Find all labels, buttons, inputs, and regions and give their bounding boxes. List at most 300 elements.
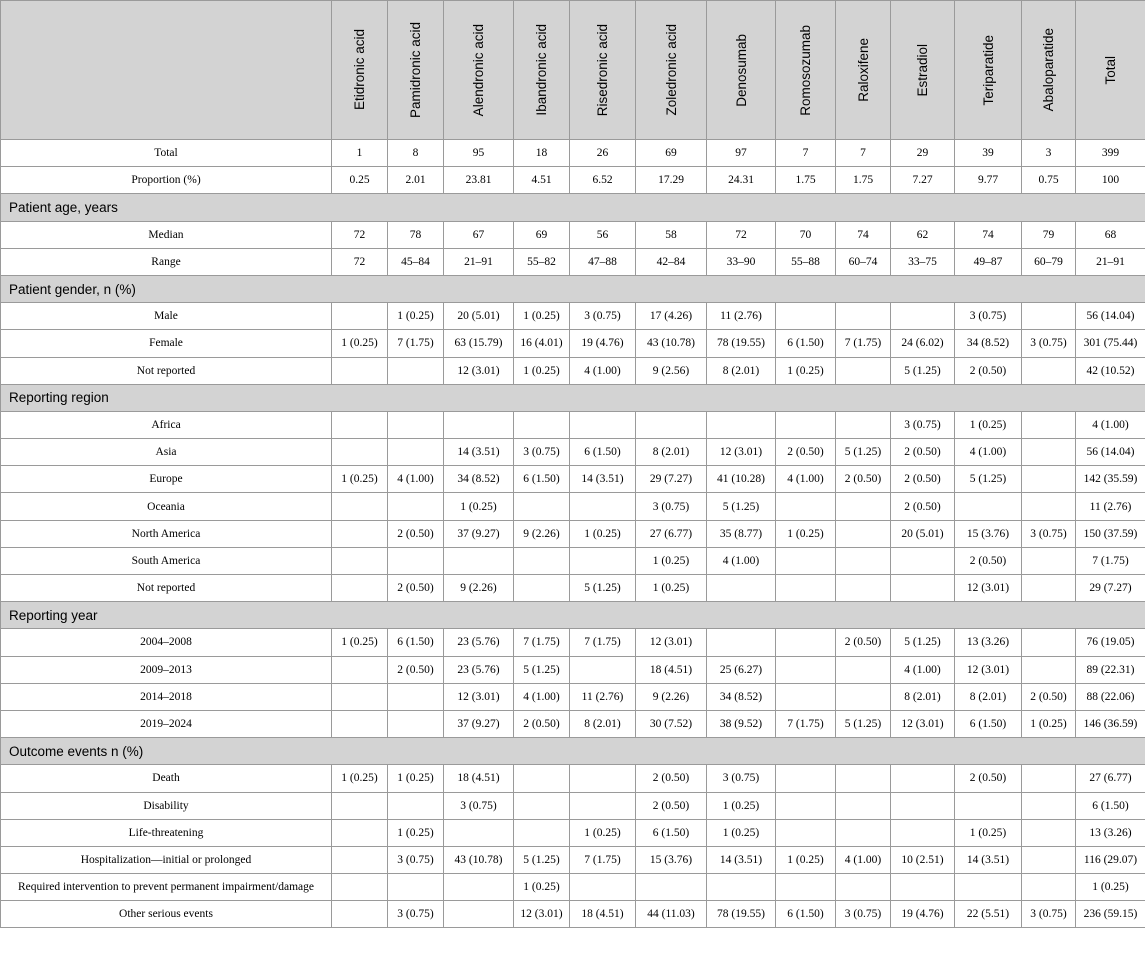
table-cell: 14 (3.51) [444,439,514,466]
table-cell [891,792,955,819]
row-label: Hospitalization—initial or prolonged [1,846,332,873]
table-cell: 5 (1.25) [707,493,776,520]
table-cell: 1 (0.25) [1022,710,1076,737]
table-cell: 26 [570,140,636,167]
table-cell [776,683,836,710]
row-label: Oceania [1,493,332,520]
table-cell: 100 [1076,167,1145,194]
table-cell [388,792,444,819]
table-cell [707,629,776,656]
table-cell: 301 (75.44) [1076,330,1145,357]
table-cell: 20 (5.01) [891,520,955,547]
table-cell [891,547,955,574]
table-cell: 1 (0.25) [388,819,444,846]
table-cell [332,493,388,520]
table-cell [776,493,836,520]
table-cell: 150 (37.59) [1076,520,1145,547]
table-cell: 4 (1.00) [891,656,955,683]
table-cell: 34 (8.52) [444,466,514,493]
table-cell [514,547,570,574]
table-row [1,656,1145,683]
table-cell: 1 (0.25) [636,547,707,574]
table-row [1,167,1145,194]
row-label: Not reported [1,575,332,602]
table-cell [1022,846,1076,873]
table-cell: 399 [1076,140,1145,167]
table-cell [636,411,707,438]
row-label: Death [1,765,332,792]
table-cell [836,303,891,330]
table-cell: 55–88 [776,248,836,275]
table-cell: 27 (6.77) [636,520,707,547]
table-cell [1022,547,1076,574]
table-cell [332,411,388,438]
header-row [1,1,1145,140]
table-cell [388,411,444,438]
table-cell: 0.75 [1022,167,1076,194]
row-label: 2009–2013 [1,656,332,683]
table-cell: 17 (4.26) [636,303,707,330]
table-cell [514,792,570,819]
row-label: Median [1,221,332,248]
table-cell [388,874,444,901]
table-cell [836,819,891,846]
table-cell: 116 (29.07) [1076,846,1145,873]
table-cell: 2 (0.50) [955,765,1022,792]
table-cell: 1 (0.25) [514,874,570,901]
table-cell: 2 (0.50) [776,439,836,466]
table-cell: 24.31 [707,167,776,194]
table-cell: 4 (1.00) [514,683,570,710]
table-cell: 236 (59.15) [1076,901,1145,928]
column-header-label: Alendronic acid [471,23,486,117]
table-row [1,493,1145,520]
table-cell: 1 (0.25) [332,330,388,357]
row-label: Asia [1,439,332,466]
table-cell: 6 (1.50) [388,629,444,656]
table-cell: 2 (0.50) [636,792,707,819]
table-cell: 20 (5.01) [444,303,514,330]
table-cell [444,819,514,846]
table-cell [891,765,955,792]
row-label: Female [1,330,332,357]
table-cell: 95 [444,140,514,167]
table-cell: 10 (2.51) [891,846,955,873]
row-label: Range [1,248,332,275]
table-row [1,683,1145,710]
table-cell: 7 (1.75) [570,629,636,656]
table-cell [332,819,388,846]
table-cell [444,901,514,928]
table-cell: 1 (0.25) [955,411,1022,438]
table-cell: 11 (2.76) [570,683,636,710]
table-cell: 2 (0.50) [955,547,1022,574]
table-cell [332,901,388,928]
table-cell: 29 [891,140,955,167]
table-cell: 2 (0.50) [388,656,444,683]
row-label: Required intervention to prevent permanent impairment/damage [1,874,332,901]
table-cell [332,575,388,602]
table-cell: 21–91 [1076,248,1145,275]
table-cell: 33–90 [707,248,776,275]
table-cell: 8 (2.01) [955,683,1022,710]
table-cell: 14 (3.51) [570,466,636,493]
table-cell: 3 [1022,140,1076,167]
row-label: Total [1,140,332,167]
table-cell: 35 (8.77) [707,520,776,547]
table-cell [836,520,891,547]
column-header [514,1,570,140]
table-cell [444,547,514,574]
table-cell: 8 (2.01) [707,357,776,384]
row-label: Disability [1,792,332,819]
table-cell: 79 [1022,221,1076,248]
table-cell [514,411,570,438]
table-cell: 0.25 [332,167,388,194]
column-header-label: Etidronic acid [352,29,367,111]
table-cell: 7 [836,140,891,167]
table-cell: 7 (1.75) [570,846,636,873]
table-cell [836,765,891,792]
table-cell [570,547,636,574]
column-header [570,1,636,140]
table-cell: 14 (3.51) [955,846,1022,873]
table-cell [836,792,891,819]
table-cell: 78 (19.55) [707,901,776,928]
table-cell: 2 (0.50) [836,629,891,656]
table-cell [332,656,388,683]
table-row [1,439,1145,466]
table-cell: 1 (0.25) [514,357,570,384]
table-row [1,547,1145,574]
table-cell [891,575,955,602]
table-row [1,846,1145,873]
table-cell: 7 (1.75) [836,330,891,357]
table-cell: 18 [514,140,570,167]
table-cell [570,765,636,792]
table-row [1,575,1145,602]
table-cell [836,683,891,710]
table-cell [776,819,836,846]
table-cell: 2 (0.50) [891,439,955,466]
table-cell: 3 (0.75) [388,846,444,873]
table-cell: 4 (1.00) [707,547,776,574]
row-label: Other serious events [1,901,332,928]
table-cell [955,493,1022,520]
table-cell: 78 [388,221,444,248]
table-cell [332,439,388,466]
table-cell: 5 (1.25) [836,710,891,737]
table-cell [776,411,836,438]
table-cell: 43 (10.78) [636,330,707,357]
table-cell: 3 (0.75) [1022,901,1076,928]
table-cell [776,547,836,574]
table-cell [707,411,776,438]
table-cell: 88 (22.06) [1076,683,1145,710]
section-title: Reporting year [1,602,1145,629]
table-cell: 69 [636,140,707,167]
table-cell: 9 (2.56) [636,357,707,384]
table-cell: 1 (0.25) [332,466,388,493]
table-cell: 1 (0.25) [570,819,636,846]
table-cell: 3 (0.75) [891,411,955,438]
table-cell: 2 (0.50) [388,520,444,547]
table-cell [570,411,636,438]
section-title: Patient age, years [1,194,1145,221]
table-cell: 23 (5.76) [444,656,514,683]
table-cell: 49–87 [955,248,1022,275]
table-cell: 24 (6.02) [891,330,955,357]
column-header-label: Abaloparatide [1041,28,1056,112]
section-header-row [1,602,1145,629]
table-cell: 1 (0.25) [955,819,1022,846]
table-cell [1022,357,1076,384]
column-header-label: Ibandronic acid [534,24,549,116]
table-cell: 27 (6.77) [1076,765,1145,792]
table-cell: 3 (0.75) [514,439,570,466]
table-cell [1022,819,1076,846]
column-header-label: Teriparatide [980,34,996,106]
table-cell [776,765,836,792]
table-cell: 1 (0.25) [776,520,836,547]
table-cell [332,683,388,710]
table-cell: 11 (2.76) [1076,493,1145,520]
table-cell [891,303,955,330]
column-header [444,1,514,140]
table-cell: 3 (0.75) [707,765,776,792]
row-label: 2004–2008 [1,629,332,656]
table-row [1,874,1145,901]
table-cell: 72 [332,248,388,275]
table-cell: 37 (9.27) [444,520,514,547]
table-cell: 12 (3.01) [955,656,1022,683]
table-cell: 8 [388,140,444,167]
table-cell: 42–84 [636,248,707,275]
table-cell: 8 (2.01) [891,683,955,710]
table-cell: 6 (1.50) [955,710,1022,737]
table-cell [776,303,836,330]
column-header-label: Risedronic acid [595,23,610,117]
table-cell [1022,629,1076,656]
column-header-label: Raloxifene [855,38,871,102]
column-header [707,1,776,140]
table-cell: 69 [514,221,570,248]
table-cell: 5 (1.25) [891,629,955,656]
table-cell: 7 (1.75) [776,710,836,737]
table-cell: 62 [891,221,955,248]
row-label: Life-threatening [1,819,332,846]
table-cell: 30 (7.52) [636,710,707,737]
table-cell [836,357,891,384]
table-cell: 47–88 [570,248,636,275]
table-cell: 3 (0.75) [836,901,891,928]
table-row [1,629,1145,656]
table-cell [570,874,636,901]
table-cell: 1 (0.25) [332,629,388,656]
table-cell: 8 (2.01) [636,439,707,466]
table-cell [388,493,444,520]
table-cell: 15 (3.76) [636,846,707,873]
table-cell: 3 (0.75) [1022,520,1076,547]
table-cell: 67 [444,221,514,248]
table-cell [1022,466,1076,493]
table-cell: 3 (0.75) [388,901,444,928]
table-cell [1022,411,1076,438]
table-cell [444,874,514,901]
row-label: Proportion (%) [1,167,332,194]
table-cell [332,547,388,574]
table-cell [776,629,836,656]
table-cell: 97 [707,140,776,167]
table-cell: 74 [836,221,891,248]
table-cell: 5 (1.25) [514,656,570,683]
table-cell: 9.77 [955,167,1022,194]
table-cell [836,575,891,602]
table-cell: 1 (0.25) [776,846,836,873]
column-header-label: Zoledronic acid [663,24,679,116]
table-cell [836,411,891,438]
table-cell: 17.29 [636,167,707,194]
table-cell: 12 (3.01) [707,439,776,466]
table-cell: 5 (1.25) [836,439,891,466]
table-cell: 1 (0.25) [514,303,570,330]
table-cell: 6.52 [570,167,636,194]
table-row [1,303,1145,330]
row-label: 2014–2018 [1,683,332,710]
table-cell [836,874,891,901]
table-cell: 9 (2.26) [636,683,707,710]
table-cell [514,819,570,846]
table-cell: 34 (8.52) [707,683,776,710]
table-cell: 1 (0.25) [707,792,776,819]
table-cell [1022,765,1076,792]
table-cell: 6 (1.50) [1076,792,1145,819]
table-cell [1022,493,1076,520]
table-cell: 43 (10.78) [444,846,514,873]
table-cell: 72 [332,221,388,248]
table-cell: 7 (1.75) [388,330,444,357]
table-cell: 1 (0.25) [1076,874,1145,901]
table-cell: 1 (0.25) [707,819,776,846]
table-cell: 12 (3.01) [444,357,514,384]
table-cell: 23 (5.76) [444,629,514,656]
table-cell: 3 (0.75) [955,303,1022,330]
table-cell: 12 (3.01) [636,629,707,656]
table-cell: 1 (0.25) [570,520,636,547]
column-header-label: Pamidronic acid [408,21,423,119]
table-cell [776,874,836,901]
table-cell: 5 (1.25) [570,575,636,602]
table-cell: 42 (10.52) [1076,357,1145,384]
table-cell [1022,656,1076,683]
table-cell [332,792,388,819]
table-cell: 45–84 [388,248,444,275]
column-header-label: Denosumab [733,33,749,107]
table-cell: 6 (1.50) [570,439,636,466]
section-header-row [1,194,1145,221]
table-cell [570,656,636,683]
table-cell [891,874,955,901]
section-header-row [1,738,1145,765]
table-cell: 89 (22.31) [1076,656,1145,683]
column-header-label: Estradiol [915,43,930,97]
table-cell: 1 (0.25) [776,357,836,384]
table-cell: 1 (0.25) [388,765,444,792]
table-cell: 63 (15.79) [444,330,514,357]
table-cell [776,656,836,683]
table-cell: 3 (0.75) [636,493,707,520]
row-label: Africa [1,411,332,438]
table-cell: 21–91 [444,248,514,275]
table-cell: 19 (4.76) [891,901,955,928]
table-cell: 4 (1.00) [1076,411,1145,438]
table-header [1,1,1145,140]
table-cell: 1 (0.25) [444,493,514,520]
table-cell: 5 (1.25) [514,846,570,873]
table-cell: 142 (35.59) [1076,466,1145,493]
table-cell: 1 (0.25) [332,765,388,792]
table-cell: 1 (0.25) [388,303,444,330]
table-cell [955,874,1022,901]
table-cell: 19 (4.76) [570,330,636,357]
table-cell: 14 (3.51) [707,846,776,873]
table-cell: 3 (0.75) [1022,330,1076,357]
column-header [1022,1,1076,140]
table-cell: 12 (3.01) [891,710,955,737]
table-cell [570,493,636,520]
column-header [836,1,891,140]
table-cell: 1.75 [836,167,891,194]
table-cell: 2 (0.50) [891,466,955,493]
table-row [1,792,1145,819]
table-cell [332,303,388,330]
table-cell [514,493,570,520]
table-cell: 4 (1.00) [836,846,891,873]
table-cell [388,683,444,710]
table-cell: 12 (3.01) [514,901,570,928]
column-header [891,1,955,140]
table-cell [636,874,707,901]
table-cell: 7 (1.75) [514,629,570,656]
table-cell: 9 (2.26) [514,520,570,547]
table-row [1,520,1145,547]
table-row [1,466,1145,493]
table-cell: 4 (1.00) [570,357,636,384]
table-cell: 55–82 [514,248,570,275]
table-cell [776,792,836,819]
table-cell: 4 (1.00) [388,466,444,493]
column-header [332,1,388,140]
table-cell [332,520,388,547]
table-cell: 7 (1.75) [1076,547,1145,574]
table-cell [388,710,444,737]
table-cell: 56 (14.04) [1076,439,1145,466]
table-cell: 5 (1.25) [891,357,955,384]
table-cell: 74 [955,221,1022,248]
table-cell: 12 (3.01) [444,683,514,710]
table-cell [1022,439,1076,466]
table-cell: 38 (9.52) [707,710,776,737]
row-label: Not reported [1,357,332,384]
section-title: Reporting region [1,384,1145,411]
table-cell [332,710,388,737]
table-cell [891,819,955,846]
table-cell: 7.27 [891,167,955,194]
table-cell: 25 (6.27) [707,656,776,683]
table-cell [514,765,570,792]
table-cell [707,874,776,901]
table-cell: 13 (3.26) [955,629,1022,656]
